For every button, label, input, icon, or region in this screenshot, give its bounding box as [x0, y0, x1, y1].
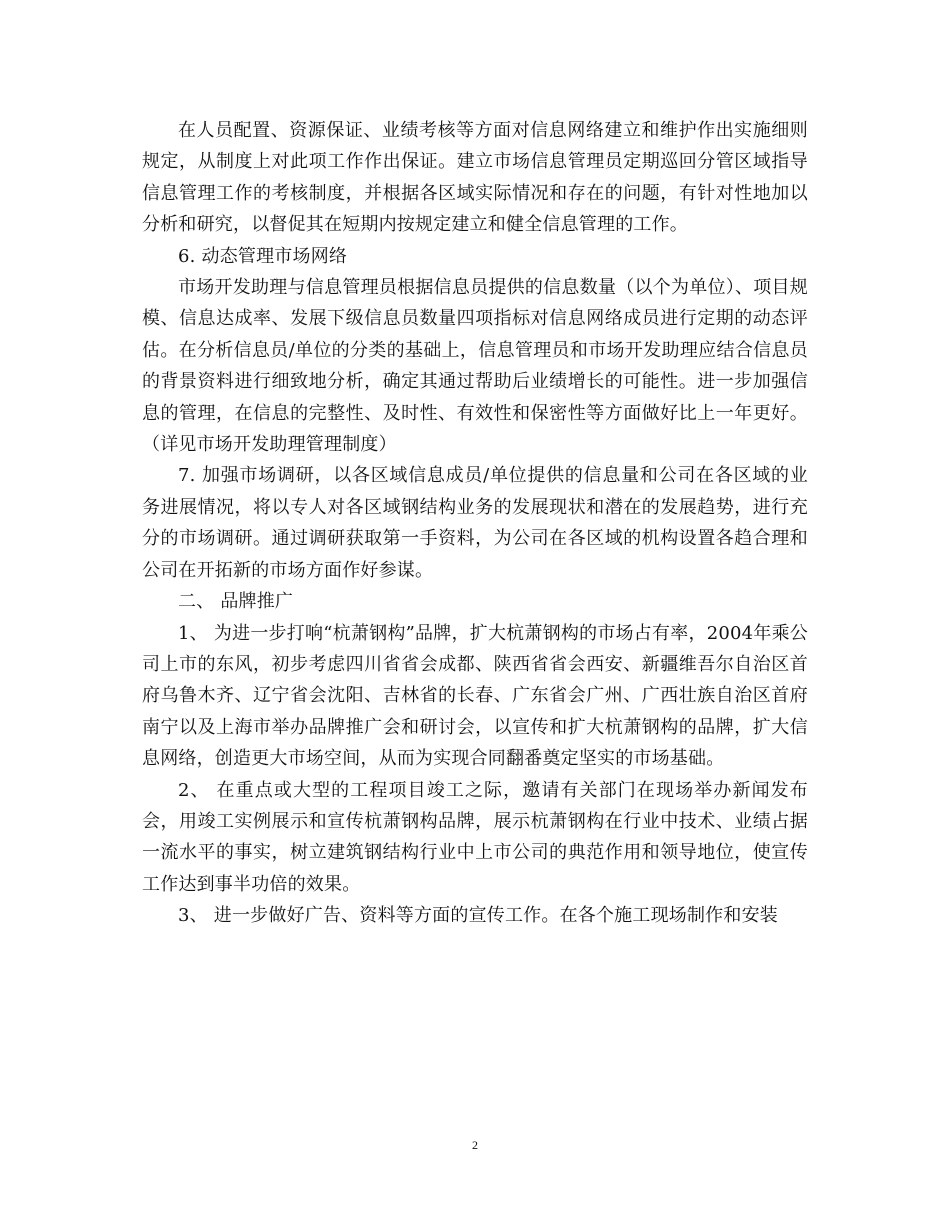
page-number: 2 [472, 1138, 478, 1152]
paragraph-brand-3: 3、 进一步做好广告、资料等方面的宣传工作。在各个施工现场制作和安装 [178, 905, 778, 927]
paragraph-1: 在人员配置、资源保证、业绩考核等方面对信息网络建立和维护作出实施细则规定，从制度上对此项工作作出保证。建立市场信息管理员定期巡回分管区域指导信息管理工作的考核制度，并根据各区域实际情况和存在的问题，有针对性地加以分析和研究，以督促其在短期内按规定建立和健全信息管理的工作。 [142, 120, 808, 236]
heading-6-dynamic-management: 6. 动态管理市场网络 [178, 245, 348, 267]
paragraph-7-market-research: 7. 加强市场调研，以各区域信息成员/单位提供的信息量和公司在各区域的业务进展情况，将以专人对各区域钢结构业务的发展现状和潜在的发展趋势，进行充分的市场调研。通过调研获取第一手资料，为公司在各区域的机构设置各趋合理和公司在开拓新的市场方面作好参谋。 [142, 465, 808, 581]
document-body [142, 115, 808, 932]
paragraph-brand-1: 1、 为进一步打响“杭萧钢构”品牌，扩大杭萧钢构的市场占有率，2004年乘公司上市的东风，初步考虑四川省省会成都、陕西省省会西安、新疆维吾尔自治区首府乌鲁木齐、辽宁省会沈阳、吉林省的长春、广东省会广州、广西壮族自治区首府南宁以及上海市举办品牌推广会和研讨会，以宣传和扩大杭萧钢构的品牌，扩大信息网络，创造更大市场空间，从而为实现合同翻番奠定坚实的市场基础。 [142, 622, 808, 770]
paragraph-3: 市场开发助理与信息管理员根据信息员提供的信息数量（以个为单位）、项目规模、信息达成率、发展下级信息员数量四项指标对信息网络成员进行定期的动态评估。在分析信息员/单位的分类的基础上，信息管理员和市场开发助理应结合信息员的背景资料进行细致地分析，确定其通过帮助后业绩增长的可能性。进一步加强信息的管理，在信息的完整性、及时性、有效性和保密性等方面做好比上一年更好。（详见市场开发助理管理制度） [142, 277, 808, 456]
heading-brand-promotion: 二、 品牌推广 [178, 591, 294, 613]
paragraph-brand-2: 2、 在重点或大型的工程项目竣工之际，邀请有关部门在现场举办新闻发布会，用竣工实例展示和宣传杭萧钢构品牌，展示杭萧钢构在行业中技术、业绩占据一流水平的事实，树立建筑钢结构行业中上市公司的典范作用和领导地位，使宣传工作达到事半功倍的效果。 [142, 779, 808, 895]
